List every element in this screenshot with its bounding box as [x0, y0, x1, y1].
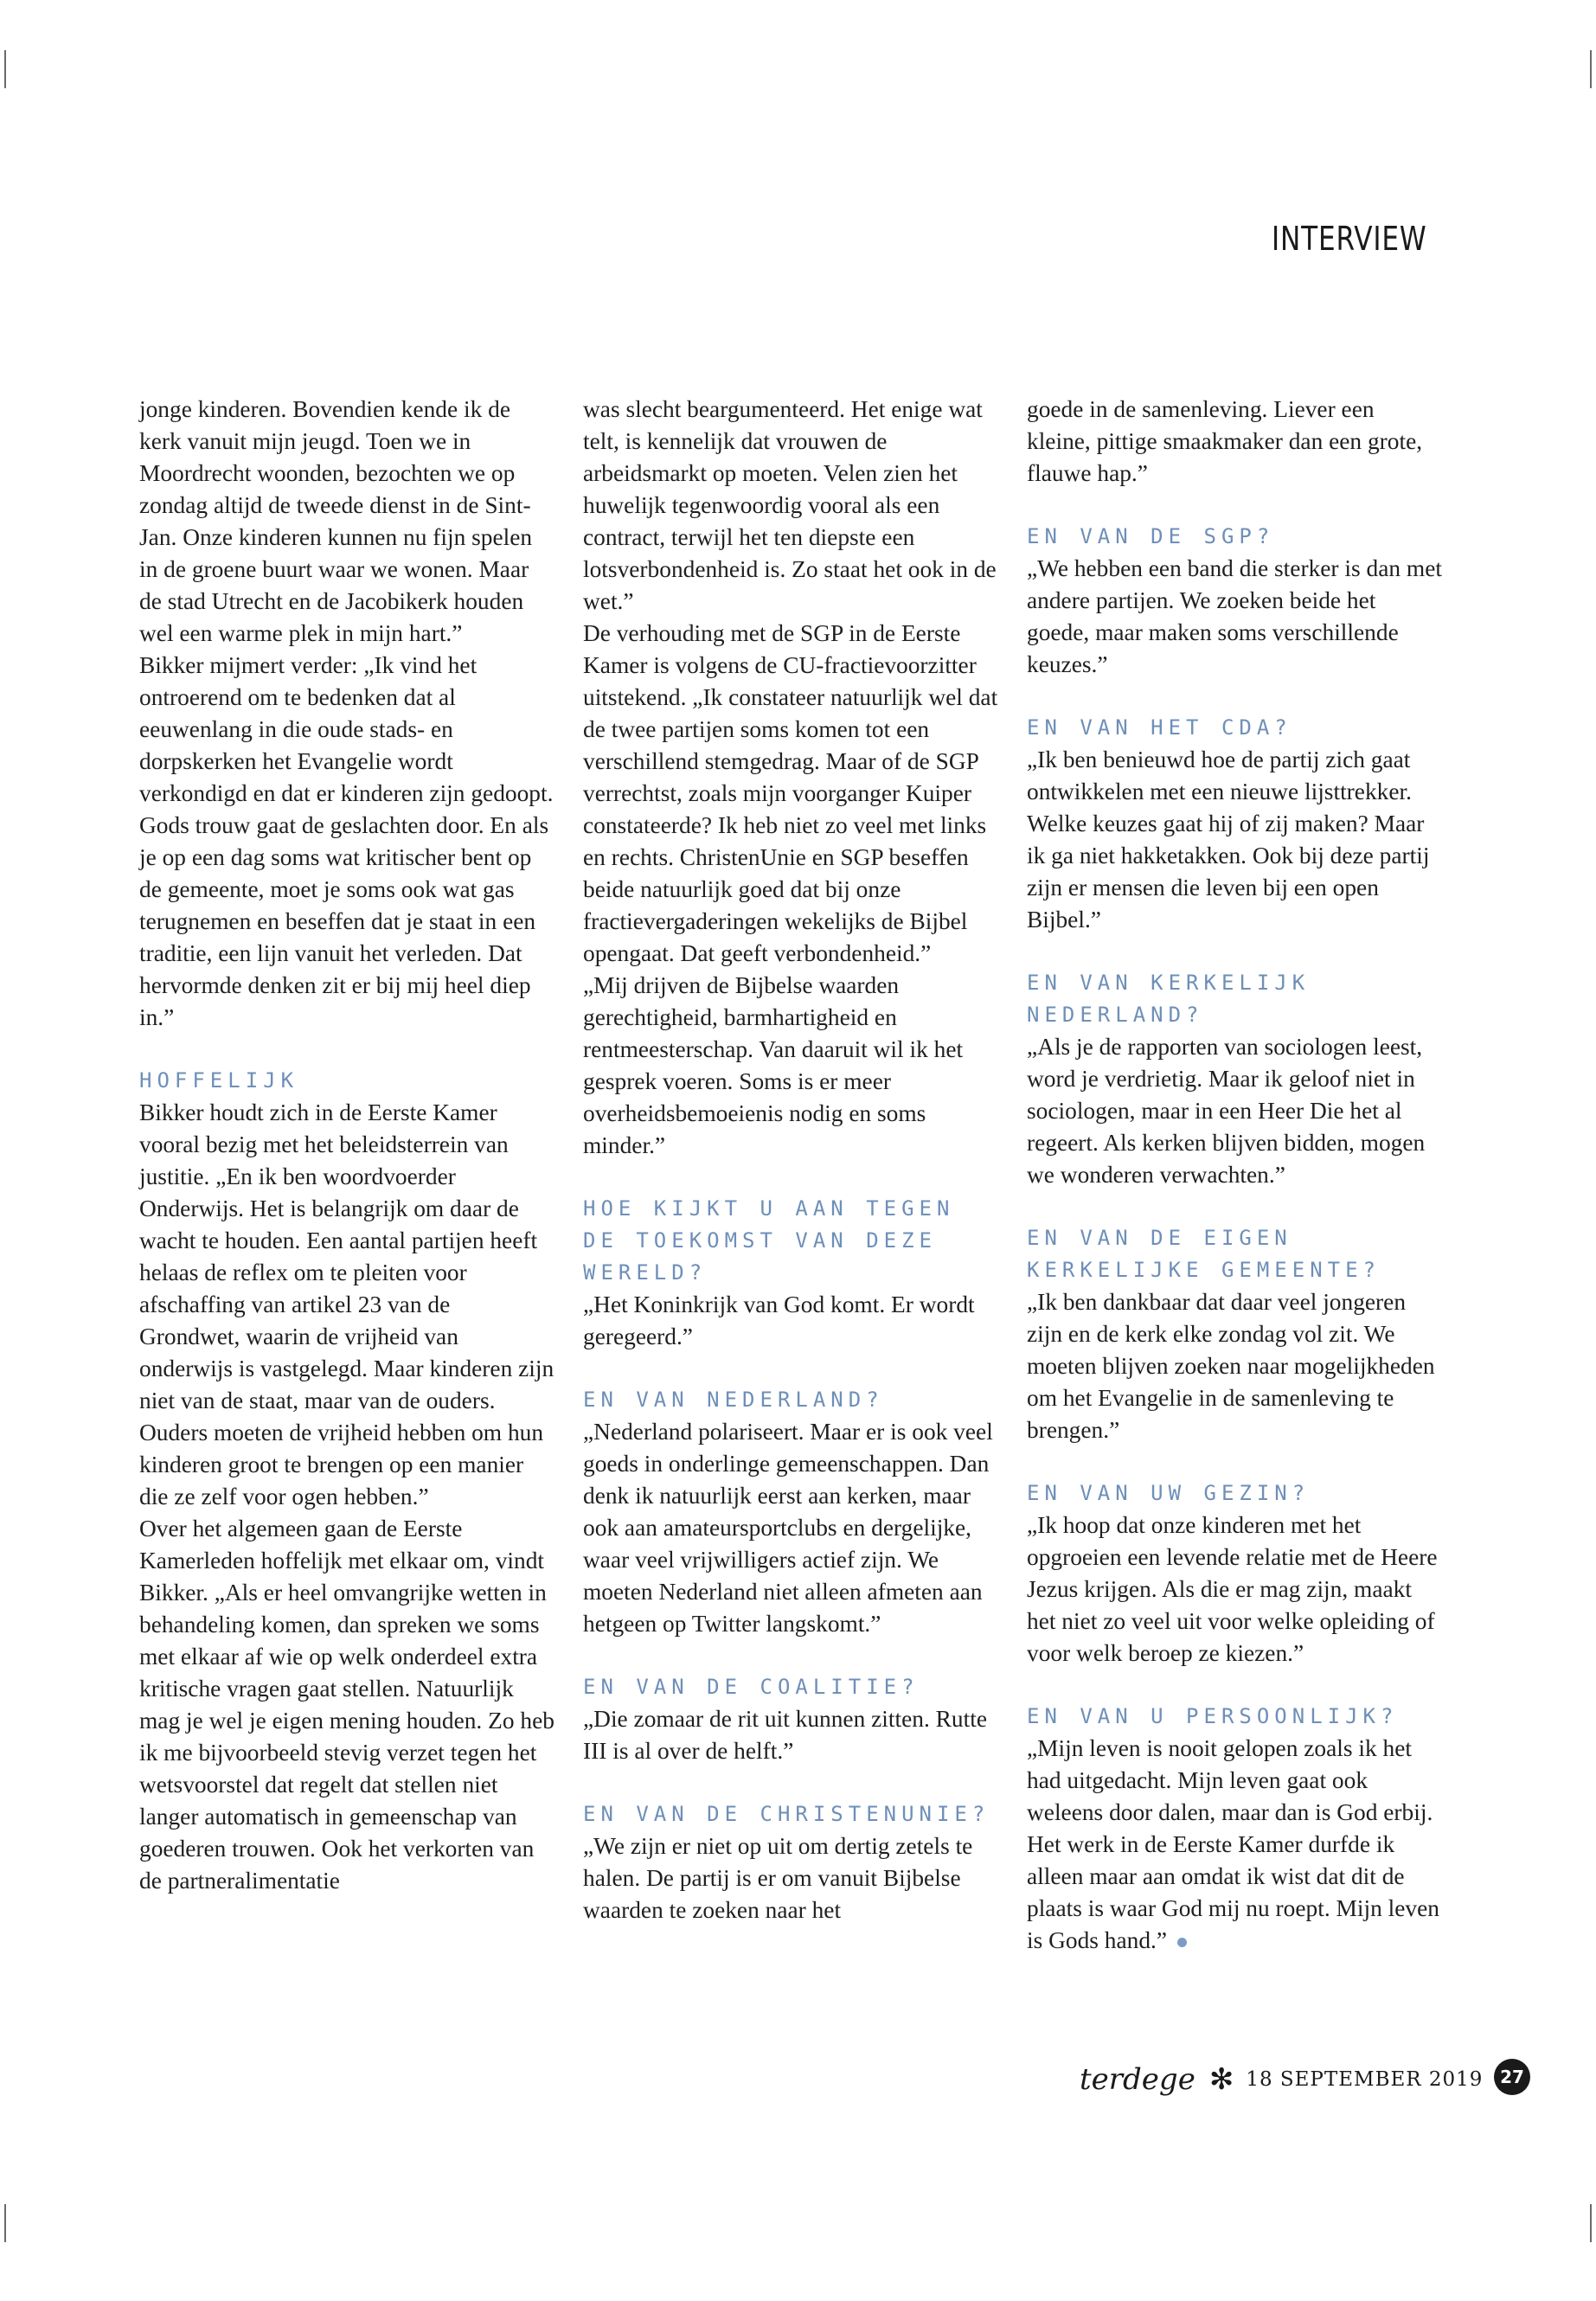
- article-column-3: [1027, 394, 1442, 1957]
- paragraph: [1027, 553, 1442, 681]
- asterisk-icon: ✻: [1208, 2062, 1234, 2097]
- paragraph: [583, 1289, 998, 1353]
- paragraph-text: „Mij drijven de Bijbelse waarden gerechtigheid, barmhartigheid en rentmeesterschap. Van daaruit wil ik het gesprek voeren. Soms is er meer overheidsbemoeienis nodig en soms minder.”: [583, 972, 964, 1158]
- paragraph-text: „Ik ben dankbaar dat daar veel jongeren zijn en de kerk elke zondag vol zit. We moeten blijven zoeken naar mogelijkheden om het Evangelie in de samenleving te brengen.”: [1027, 1289, 1435, 1443]
- paragraph: [1027, 394, 1442, 490]
- subheading-text: EN VAN KERKELIJK NEDERLAND?: [1027, 971, 1311, 1027]
- subheading-text: EN VAN UW GEZIN?: [1027, 1481, 1311, 1505]
- paragraph: [1027, 744, 1442, 936]
- paragraph-text: „We hebben een band die sterker is dan met andere partijen. We zoeken beide het goede, maar maken soms verschillende keuzes.”: [1027, 555, 1442, 677]
- article-column-2: [583, 394, 998, 1926]
- paragraph-text: Over het algemeen gaan de Eerste Kamerleden hoffelijk met elkaar om, vindt Bikker. „Als er heel omvangrijke wetten in behandeling komen, dan spreken we soms met elkaar af wie op welk onderdeel extra kritische vragen gaat stellen. Natuurlijk mag je wel je eigen mening houden. Zo heb ik me bijvoorbeeld stevig verzet tegen het wetsvoorstel dat regelt dat stellen niet langer automatisch in gemeenschap van goederen trouwen. Ook het verkorten van de partneralimentatie: [139, 1516, 554, 1894]
- subheading: [583, 1798, 998, 1830]
- paragraph: [139, 394, 554, 650]
- subheading-text: EN VAN NEDERLAND?: [583, 1388, 884, 1412]
- paragraph-text: Bikker mijmert verder: „Ik vind het ontroerend om te bedenken dat al eeuwenlang in die oude stads- en dorpskerken het Evangelie wordt verkondigd en dat er kinderen zijn gedoopt. Gods trouw gaat de geslachten door. En als je op een dag soms wat kritischer bent op de gemeente, moet je soms ook wat gas terugnemen en beseffen dat je staat in een traditie, een lijn vanuit het verleden. Dat hervormde denken zit er bij mij heel diep in.”: [139, 652, 554, 1030]
- crop-mark-bottom-right: [1590, 2204, 1592, 2242]
- paragraph: [139, 650, 554, 1034]
- subheading-text: EN VAN DE EIGEN KERKELIJKE GEMEENTE?: [1027, 1226, 1381, 1282]
- paragraph-text: „Ik ben benieuwd hoe de partij zich gaat ontwikkelen met een nieuwe lijsttrekker. Welke keuzes gaat hij of zij maken? Maar ik ga niet hakketakken. Ook bij deze partij zijn er mensen die leven bij een open Bijbel.”: [1027, 747, 1430, 933]
- subheading-text: HOE KIJKT U AAN TEGEN DE TOEKOMST VAN DEZE WERELD?: [583, 1196, 955, 1285]
- end-mark-icon: [1177, 1938, 1187, 1947]
- paragraph: [1027, 1286, 1442, 1446]
- subheading: [1027, 521, 1442, 553]
- page-number: 27: [1494, 2059, 1530, 2095]
- paragraph-text: „Die zomaar de rit uit kunnen zitten. Rutte III is al over de helft.”: [583, 1706, 988, 1764]
- magazine-logo: terdege: [1080, 2062, 1195, 2097]
- paragraph: [583, 618, 998, 970]
- paragraph-text: Bikker houdt zich in de Eerste Kamer vooral bezig met het beleidsterrein van justitie. „En ik ben woordvoerder Onderwijs. Het is belangrijk om daar de wacht te houden. Een aantal partijen heeft helaas de reflex om te pleiten voor afschaffing van artikel 23 van de Grondwet, waarin de vrijheid van onderwijs is vastgelegd. Maar kinderen zijn niet van de staat, maar van de ouders. Ouders moeten de vrijheid hebben om hun kinderen groot te brengen op een manier die ze zelf voor ogen hebben.”: [139, 1099, 554, 1509]
- subheading: [139, 1065, 554, 1097]
- paragraph: [1027, 1509, 1442, 1670]
- subheading: [1027, 1477, 1442, 1509]
- subheading: [583, 1671, 998, 1703]
- paragraph: [583, 1830, 998, 1926]
- section-label: INTERVIEW: [1272, 220, 1427, 258]
- subheading: [1027, 1701, 1442, 1733]
- subheading-text: EN VAN DE CHRISTENUNIE?: [583, 1802, 990, 1826]
- subheading: [583, 1193, 998, 1289]
- subheading: [1027, 1222, 1442, 1286]
- paragraph-text: jonge kinderen. Bovendien kende ik de kerk vanuit mijn jeugd. Toen we in Moordrecht woonden, bezochten we op zondag altijd de tweede dienst in de Sint-Jan. Onze kinderen kunnen nu fijn spelen in de groene buurt waar we wonen. Maar de stad Utrecht en de Jacobikerk houden wel een warme plek in mijn hart.”: [139, 396, 533, 646]
- article-column-1: [139, 394, 554, 1897]
- subheading-text: EN VAN DE SGP?: [1027, 524, 1275, 548]
- paragraph: [1027, 1733, 1442, 1957]
- paragraph: [583, 970, 998, 1162]
- paragraph-text: „Het Koninkrijk van God komt. Er wordt geregeerd.”: [583, 1292, 975, 1349]
- paragraph: [1027, 1031, 1442, 1191]
- issue-date: 18 SEPTEMBER 2019: [1246, 2068, 1484, 2091]
- subheading-text: EN VAN DE COALITIE?: [583, 1675, 920, 1699]
- paragraph: [583, 394, 998, 618]
- crop-mark-top-left: [4, 50, 6, 88]
- paragraph-text: „We zijn er niet op uit om dertig zetels te halen. De partij is er om vanuit Bijbelse waarden te zoeken naar het: [583, 1833, 973, 1923]
- paragraph-text: „Ik hoop dat onze kinderen met het opgroeien een levende relatie met de Heere Jezus krijgen. Als die er mag zijn, maakt het niet zo veel uit voor welke opleiding of voor welk beroep ze kiezen.”: [1027, 1512, 1438, 1666]
- paragraph: [139, 1097, 554, 1513]
- subheading: [1027, 967, 1442, 1031]
- paragraph: [139, 1513, 554, 1897]
- crop-mark-top-right: [1590, 50, 1592, 88]
- paragraph-text: „Mijn leven is nooit gelopen zoals ik het had uitgedacht. Mijn leven gaat ook weleens door dalen, maar dan is God erbij. Het werk in de Eerste Kamer durfde ik alleen maar aan omdat ik wist dat dit de plaats is waar God mij nu roept. Mijn leven is Gods hand.”: [1027, 1735, 1439, 1953]
- subheading: [583, 1384, 998, 1416]
- paragraph-text: „Als je de rapporten van sociologen leest, word je verdrietig. Maar ik geloof niet in sociologen, maar in een Heer Die het al regeert. Als kerken blijven bidden, mogen we wonderen verwachten.”: [1027, 1034, 1426, 1188]
- paragraph: [583, 1703, 998, 1767]
- subheading: [1027, 712, 1442, 744]
- paragraph-text: goede in de samenleving. Liever een kleine, pittige smaakmaker dan een grote, flauwe hap.”: [1027, 396, 1423, 486]
- paragraph-text: „Nederland polariseert. Maar er is ook veel goeds in onderlinge gemeenschappen. Dan denk ik natuurlijk eerst aan kerken, maar ook aan amateursportclubs en dergelijke, waar veel vrijwilligers actief zijn. We moeten Nederland niet alleen afmeten aan hetgeen op Twitter langskomt.”: [583, 1419, 993, 1637]
- subheading-text: EN VAN HET CDA?: [1027, 715, 1292, 740]
- footer: [1080, 2061, 1483, 2099]
- paragraph: [583, 1416, 998, 1640]
- paragraph-text: was slecht beargumenteerd. Het enige wat telt, is kennelijk dat vrouwen de arbeidsmarkt op moeten. Velen zien het huwelijk tegenwoordig vooral als een contract, terwijl het ten diepste een lotsverbondenheid is. Zo staat het ook in de wet.”: [583, 396, 997, 614]
- crop-mark-bottom-left: [4, 2204, 6, 2242]
- paragraph-text: De verhouding met de SGP in de Eerste Kamer is volgens de CU-fractievoorzitter uitstekend. „Ik constateer natuurlijk wel dat de twee partijen soms komen tot een verschillend stemgedrag. Maar of de SGP verrechtst, zoals mijn voorganger Kuiper constateerde? Ik heb niet zo veel met links en rechts. ChristenUnie en SGP beseffen beide natuurlijk goed dat bij onze fractievergaderingen wekelijks de Bijbel opengaat. Dat geeft verbondenheid.”: [583, 620, 998, 966]
- subheading-text: HOFFELIJK: [139, 1068, 299, 1093]
- subheading-text: EN VAN U PERSOONLIJK?: [1027, 1704, 1399, 1728]
